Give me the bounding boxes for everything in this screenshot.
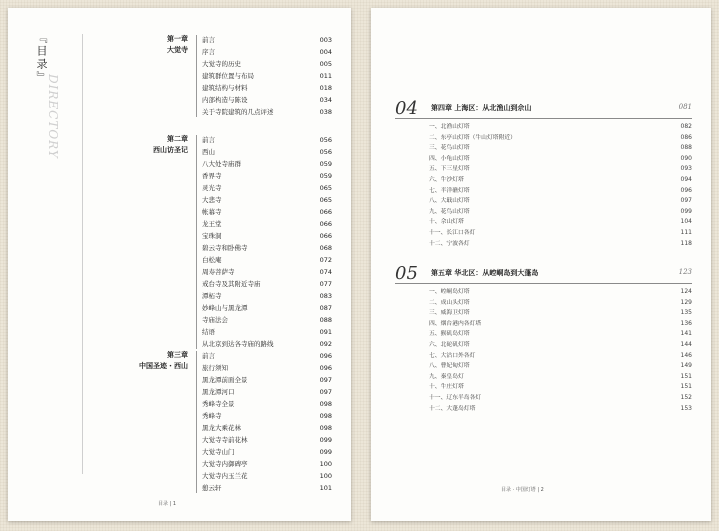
entry-title: 九、花鸟山灯塔 <box>429 208 470 215</box>
entry-title: 灵光寺 <box>202 184 222 192</box>
chapter-divider <box>196 35 197 117</box>
toc-entry[interactable] <box>429 207 692 218</box>
entry-title: 前言 <box>202 136 215 144</box>
toc-entry[interactable] <box>202 374 332 386</box>
entry-page: 068 <box>319 244 332 252</box>
entry-title: 四、烟台港内各灯塔 <box>429 320 482 327</box>
entry-page: 144 <box>680 341 692 348</box>
entry-page: 136 <box>680 319 692 327</box>
chapter-divider <box>196 135 197 349</box>
right-footer: 目录 · 中国灯塔 | 2 <box>501 487 544 493</box>
entry-page: 096 <box>319 364 332 372</box>
toc-entry[interactable] <box>429 287 692 298</box>
entry-page: 135 <box>680 309 692 317</box>
toc-entry[interactable] <box>202 34 332 46</box>
entry-page: 088 <box>319 316 332 324</box>
entry-title: 建筑群位置与布局 <box>202 72 254 80</box>
toc-entry[interactable] <box>202 254 332 266</box>
entry-page: 072 <box>319 256 332 264</box>
section-number: 05 <box>395 263 418 284</box>
entry-title: 八大处寺庙群 <box>202 160 241 168</box>
entry-title: 憩云轩 <box>202 484 222 492</box>
toc-entry[interactable] <box>429 196 692 207</box>
entry-page: 124 <box>680 288 692 295</box>
entry-page: 151 <box>680 372 692 380</box>
toc-entry[interactable] <box>429 143 692 154</box>
toc-entry[interactable] <box>202 206 332 218</box>
entry-page: 077 <box>319 280 332 288</box>
chapter-number: 第三章 <box>167 350 188 359</box>
toc-entry[interactable] <box>202 70 332 82</box>
entry-title: 建筑结构与材料 <box>202 84 248 92</box>
entry-title: 黑龙潭前面全景 <box>202 376 248 384</box>
entry-title: 龙王堂 <box>202 220 222 228</box>
toc-entry[interactable] <box>429 175 692 186</box>
chapter-name: 中国圣迹・西山 <box>139 361 188 370</box>
entry-page: 059 <box>319 160 332 168</box>
left-page <box>8 8 351 521</box>
toc-entry[interactable] <box>202 158 332 170</box>
toc-entry[interactable] <box>202 290 332 302</box>
section-rule <box>395 283 692 284</box>
entry-title: 帐幕寺 <box>202 208 222 216</box>
entry-page: 097 <box>319 388 332 396</box>
entry-page: 091 <box>319 328 332 336</box>
toc-entry[interactable] <box>429 239 692 250</box>
toc-entry[interactable] <box>202 398 332 410</box>
toc-entry[interactable] <box>202 410 332 422</box>
entry-title: 六、北砣矶灯塔 <box>429 342 470 348</box>
entry-page: 153 <box>680 404 692 412</box>
entry-page: 129 <box>680 298 692 306</box>
entry-page: 066 <box>319 208 332 216</box>
toc-entry[interactable] <box>202 314 332 326</box>
toc-entry[interactable] <box>429 154 692 165</box>
chapter-divider <box>196 351 197 493</box>
toc-entry[interactable] <box>429 319 692 330</box>
entry-page: 097 <box>680 197 692 205</box>
toc-entry[interactable] <box>429 340 692 351</box>
entry-title: 旅行须知 <box>202 364 228 372</box>
entry-title: 大觉寺寺前花林 <box>202 436 248 444</box>
entry-title: 十二、大蓬岛灯塔 <box>429 405 476 412</box>
toc-entry[interactable] <box>202 326 332 338</box>
entry-page: 056 <box>319 148 332 156</box>
entry-title: 戒台寺及其附近寺庙 <box>202 280 261 288</box>
entry-title: 秀峰寺全景 <box>202 400 235 408</box>
entry-title: 白松庵 <box>202 256 222 264</box>
entry-page: 100 <box>319 460 332 468</box>
entry-title: 妙峰山与黑龙潭 <box>202 304 248 312</box>
entry-page: 098 <box>319 424 332 432</box>
entry-page: 005 <box>319 60 332 68</box>
toc-entry[interactable] <box>429 308 692 319</box>
toc-entry[interactable] <box>202 106 332 118</box>
entry-title: 大觉寺内御碑亭 <box>202 460 248 468</box>
entry-page: 066 <box>319 220 332 228</box>
entry-title: 潭柘寺 <box>202 292 222 300</box>
toc-entry[interactable] <box>429 382 692 393</box>
entry-title: 前言 <box>202 36 215 44</box>
entry-title: 三、威海卫灯塔 <box>429 310 470 317</box>
section-rule <box>395 118 692 119</box>
toc-entry[interactable] <box>429 298 692 309</box>
entry-title: 十、牛庄灯塔 <box>429 384 464 391</box>
toc-entry[interactable] <box>202 182 332 194</box>
toc-entry[interactable] <box>429 404 692 415</box>
entry-page: 093 <box>680 165 692 173</box>
toc-entry[interactable] <box>429 217 692 228</box>
entry-title: 一、北渔山灯塔 <box>429 124 470 130</box>
toc-entry[interactable] <box>202 266 332 278</box>
entry-page: 087 <box>319 304 332 312</box>
entry-title: 五、猴矶岛灯塔 <box>429 331 470 338</box>
entry-page: 086 <box>680 133 692 141</box>
entry-title: 关于寺院建筑的几点评述 <box>202 108 274 116</box>
toc-entry[interactable] <box>429 393 692 404</box>
entry-page: 099 <box>680 207 692 215</box>
entry-title: 内部构造与陈设 <box>202 96 248 104</box>
toc-entry[interactable] <box>202 94 332 106</box>
entry-page: 038 <box>319 108 332 116</box>
entry-page: 083 <box>319 292 332 300</box>
entry-page: 074 <box>319 268 332 276</box>
entry-page: 065 <box>319 184 332 192</box>
toc-entry[interactable] <box>202 470 332 482</box>
toc-entry[interactable] <box>202 434 332 446</box>
entry-title: 黑龙大乘花林 <box>202 424 241 432</box>
toc-entry[interactable] <box>202 46 332 58</box>
entry-page: 151 <box>680 383 692 391</box>
toc-subtitle: DIRECTORY <box>46 74 60 159</box>
entry-page: 003 <box>319 36 332 44</box>
entry-title: 西山 <box>202 148 215 156</box>
entry-title: 二、成山头灯塔 <box>429 299 470 306</box>
entry-page: 090 <box>680 154 692 162</box>
entry-page: 152 <box>680 394 692 401</box>
entry-title: 香界寺 <box>202 172 222 180</box>
entry-title: 秀峰寺 <box>202 412 222 420</box>
entry-title: 大觉寺的历史 <box>202 60 241 68</box>
toc-entry[interactable] <box>202 458 332 470</box>
entry-title: 黑龙潭河口 <box>202 388 235 396</box>
entry-title: 十一、辽东半岛各灯 <box>429 395 482 401</box>
entry-title: 前言 <box>202 352 215 360</box>
entry-title: 十二、宁波各灯 <box>429 240 470 247</box>
left-footer: 目录 | 1 <box>158 501 177 507</box>
entry-title: 七、大沽口外各灯 <box>429 352 476 359</box>
toc-entry[interactable] <box>202 134 332 146</box>
entry-page: 141 <box>680 330 692 338</box>
entry-title: 十一、长江口各灯 <box>429 230 476 236</box>
entry-title: 六、牛沙灯塔 <box>429 177 464 183</box>
toc-entry[interactable] <box>429 122 692 133</box>
entry-page: 065 <box>319 196 332 204</box>
toc-entry[interactable] <box>429 228 692 239</box>
toc-entry[interactable] <box>202 338 332 350</box>
entry-title: 一、崆峒岛灯塔 <box>429 289 470 295</box>
toc-entry[interactable] <box>429 186 692 197</box>
entry-title: 七、半洋礁灯塔 <box>429 187 470 194</box>
toc-entry[interactable] <box>202 170 332 182</box>
toc-entry[interactable] <box>202 146 332 158</box>
toc-entry[interactable] <box>202 218 332 230</box>
entry-page: 018 <box>319 84 332 92</box>
section-page: 123 <box>678 268 692 276</box>
entry-page: 101 <box>319 484 332 492</box>
entry-title: 大觉寺山门 <box>202 448 235 456</box>
toc-entry[interactable] <box>429 361 692 372</box>
entry-page: 096 <box>319 352 332 360</box>
entry-title: 碧云寺和卧佛寺 <box>202 244 248 252</box>
toc-entry[interactable] <box>202 58 332 70</box>
toc-entry[interactable] <box>202 422 332 434</box>
entry-title: 大悲寺 <box>202 196 222 204</box>
section-heading: 第五章 华北区：从崆峒岛到大蓬岛 <box>431 268 539 277</box>
vertical-rule <box>82 34 83 474</box>
chapter-number: 第二章 <box>167 134 188 143</box>
section-heading: 第四章 上海区：从北渔山到佘山 <box>431 103 532 112</box>
toc-entry[interactable] <box>429 133 692 144</box>
entry-page: 092 <box>319 340 332 348</box>
entry-page: 066 <box>319 232 332 240</box>
entry-title: 大觉寺内玉兰花 <box>202 472 248 480</box>
entry-title: 十、佘山灯塔 <box>429 219 464 226</box>
toc-entry[interactable] <box>202 386 332 398</box>
entry-page: 004 <box>319 48 332 56</box>
entry-title: 三、花鸟山灯塔 <box>429 145 470 152</box>
toc-entry[interactable] <box>202 302 332 314</box>
entry-page: 094 <box>680 176 692 183</box>
toc-title: 『目录』 <box>35 32 48 84</box>
entry-title: 序言 <box>202 48 215 56</box>
entry-page: 099 <box>319 448 332 456</box>
toc-entry[interactable] <box>429 329 692 340</box>
entry-title: 五、下三星灯塔 <box>429 166 470 173</box>
toc-entry[interactable] <box>202 362 332 374</box>
entry-page: 034 <box>319 96 332 104</box>
entry-page: 098 <box>319 412 332 420</box>
toc-entry[interactable] <box>202 230 332 242</box>
entry-title: 从北京到达各寺庙的路线 <box>202 340 274 348</box>
entry-title: 九、秦皇岛灯 <box>429 373 464 380</box>
entry-page: 011 <box>319 72 332 80</box>
entry-page: 059 <box>319 172 332 180</box>
entry-title: 结语 <box>202 328 215 336</box>
toc-entry[interactable] <box>202 482 332 494</box>
entry-page: 099 <box>319 436 332 444</box>
entry-page: 082 <box>680 123 692 130</box>
toc-entry[interactable] <box>202 278 332 290</box>
chapter-name: 西山访圣记 <box>153 145 188 154</box>
entry-title: 宝珠洞 <box>202 232 222 240</box>
toc-entry[interactable] <box>202 446 332 458</box>
toc-entry[interactable] <box>429 351 692 362</box>
toc-entry[interactable] <box>202 350 332 362</box>
toc-entry[interactable] <box>202 194 332 206</box>
entry-page: 088 <box>680 144 692 152</box>
entry-title: 八、大戢山灯塔 <box>429 198 470 205</box>
entry-title: 周寿菩萨寺 <box>202 268 235 276</box>
entry-title: 寺庙法会 <box>202 316 228 324</box>
entry-page: 056 <box>319 136 332 144</box>
toc-entry[interactable] <box>202 82 332 94</box>
entry-page: 098 <box>319 400 332 408</box>
section-number: 04 <box>395 98 418 119</box>
entry-title: 四、小龟山灯塔 <box>429 155 470 162</box>
entry-page: 096 <box>680 186 692 194</box>
entry-title: 八、曹妃甸灯塔 <box>429 363 470 370</box>
chapter-number: 第一章 <box>167 34 188 43</box>
entry-page: 097 <box>319 376 332 384</box>
entry-page: 146 <box>680 351 692 359</box>
right-page <box>371 8 711 521</box>
entry-title: 二、东亭山灯塔（牛山灯塔附近） <box>429 134 516 141</box>
toc-entry[interactable] <box>429 372 692 383</box>
entry-page: 149 <box>680 362 692 370</box>
entry-page: 118 <box>680 239 692 247</box>
entry-page: 104 <box>680 218 692 226</box>
toc-entry[interactable] <box>429 164 692 175</box>
entry-page: 111 <box>680 229 692 236</box>
chapter-name: 大觉寺 <box>167 45 188 54</box>
section-page: 081 <box>678 103 692 111</box>
entry-page: 100 <box>319 472 332 480</box>
toc-entry[interactable] <box>202 242 332 254</box>
